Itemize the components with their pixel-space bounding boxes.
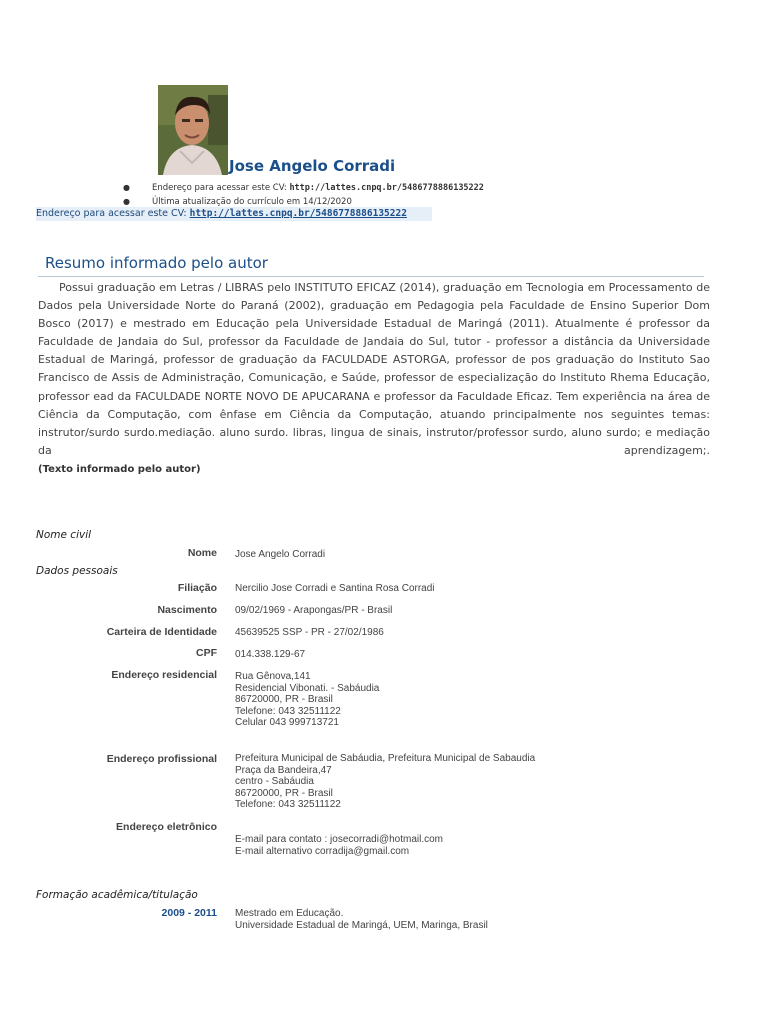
value-carteira: 45639525 SSP - PR - 27/02/1986 — [235, 627, 384, 638]
profile-photo-image — [158, 85, 228, 175]
header-info-list — [123, 181, 484, 209]
group-formacao: Formação acadêmica/titulação — [36, 889, 198, 901]
value-formacao: Mestrado em Educação. Universidade Estadual de Maringá, UEM, Maringa, Brasil — [235, 908, 488, 931]
label-nome: Nome — [187, 547, 217, 559]
value-endereco-eletronico: E-mail para contato : josecorradi@hotmail.com E-mail alternativo corradija@gmail.com — [235, 834, 444, 857]
resumo-note: (Texto informado pelo autor) — [38, 464, 201, 475]
list-item: ● Última atualização do currículo em 14/12/2020 — [123, 197, 352, 207]
cv-link-bar — [36, 207, 432, 221]
label-carteira: Carteira de Identidade — [106, 626, 217, 638]
label-endereco-profissional: Endereço profissional — [106, 753, 217, 765]
value-nascimento: 09/02/1969 - Arapongas/PR - Brasil — [235, 605, 393, 616]
label-filiacao: Filiação — [177, 582, 217, 594]
resumo-text: Possui graduação em Letras / LIBRAS pelo INSTITUTO EFICAZ (2014), graduação em Tecnologia em Processamento de Dados pela Universidade Norte do Paraná (2002), graduação em Pedagogia pela Faculdade de Ensino Superior Dom Bosco (2017) e mestrado em Educação pela Universidade Estadual de Maringá (2011). Atualmente é professor da Faculdade de Jandaia do Sul, professor da Faculdade de Jandaia do Sul, tutor - professor a distância da Universidade Estadual de Maringá, professor de graduação da FACULDADE ASTORGA, professor de pos graduação do Instituto Sao Francisco de Assis de Administração, Comunicação, e Saúde, professor de especialização do Instituto Rhema Educação, professor ead da FACULDADE NORTE NOVO DE APUCARANA e professor da Faculdade Eficaz. Tem experiência na área de Ciência da Computação, com ênfase em Ciência da Computação, atuando principalmente nos seguintes temas: instrutor/surdo surdo.mediação. aluno surdo. libras, lingua de sinais, instrutor/professor surdo, aluno surdo; e mediação da aprendizagem;. — [38, 281, 710, 457]
label-endereco-eletronico: Endereço eletrônico — [116, 821, 217, 833]
formacao-year: 2009 - 2011 — [161, 907, 217, 919]
cv-link-label: Endereço para acessar este CV: — [36, 208, 190, 219]
value-filiacao: Nercilio Jose Corradi e Santina Rosa Corradi — [235, 583, 435, 594]
bullet-icon: ● — [123, 197, 130, 206]
group-dados-pessoais: Dados pessoais — [36, 565, 118, 577]
section-divider — [38, 276, 704, 277]
cv-link[interactable]: http://lattes.cnpq.br/5486778886135222 — [189, 208, 407, 219]
value-endereco-profissional: Prefeitura Municipal de Sabáudia, Prefeitura Municipal de Sabaudia Praça da Bandeira,47 centro - Sabáudia 86720000, PR - Brasil Telefone: 043 32511122 — [235, 753, 536, 811]
bullet-icon: ● — [123, 183, 130, 192]
value-nome: Jose Angelo Corradi — [235, 549, 326, 560]
value-endereco-residencial: Rua Gênova,141 Residencial Vibonati. - Sabáudia 86720000, PR - Brasil Telefone: 043 32511122 Celular 043 999713721 — [235, 671, 380, 729]
label-endereco-residencial: Endereço residencial — [111, 669, 217, 681]
label-nascimento: Nascimento — [157, 604, 217, 616]
profile-photo — [158, 85, 228, 175]
group-nome-civil: Nome civil — [36, 529, 92, 541]
cv-url-text[interactable]: http://lattes.cnpq.br/5486778886135222 — [289, 183, 484, 193]
value-cpf: 014.338.129-67 — [235, 649, 306, 660]
person-name: Jose Angelo Corradi — [229, 157, 396, 175]
section-title-resumo: Resumo informado pelo autor — [45, 254, 268, 272]
list-item: ● Endereço para acessar este CV: http://lattes.cnpq.br/5486778886135222 — [123, 183, 484, 193]
label-cpf: CPF — [196, 647, 217, 659]
